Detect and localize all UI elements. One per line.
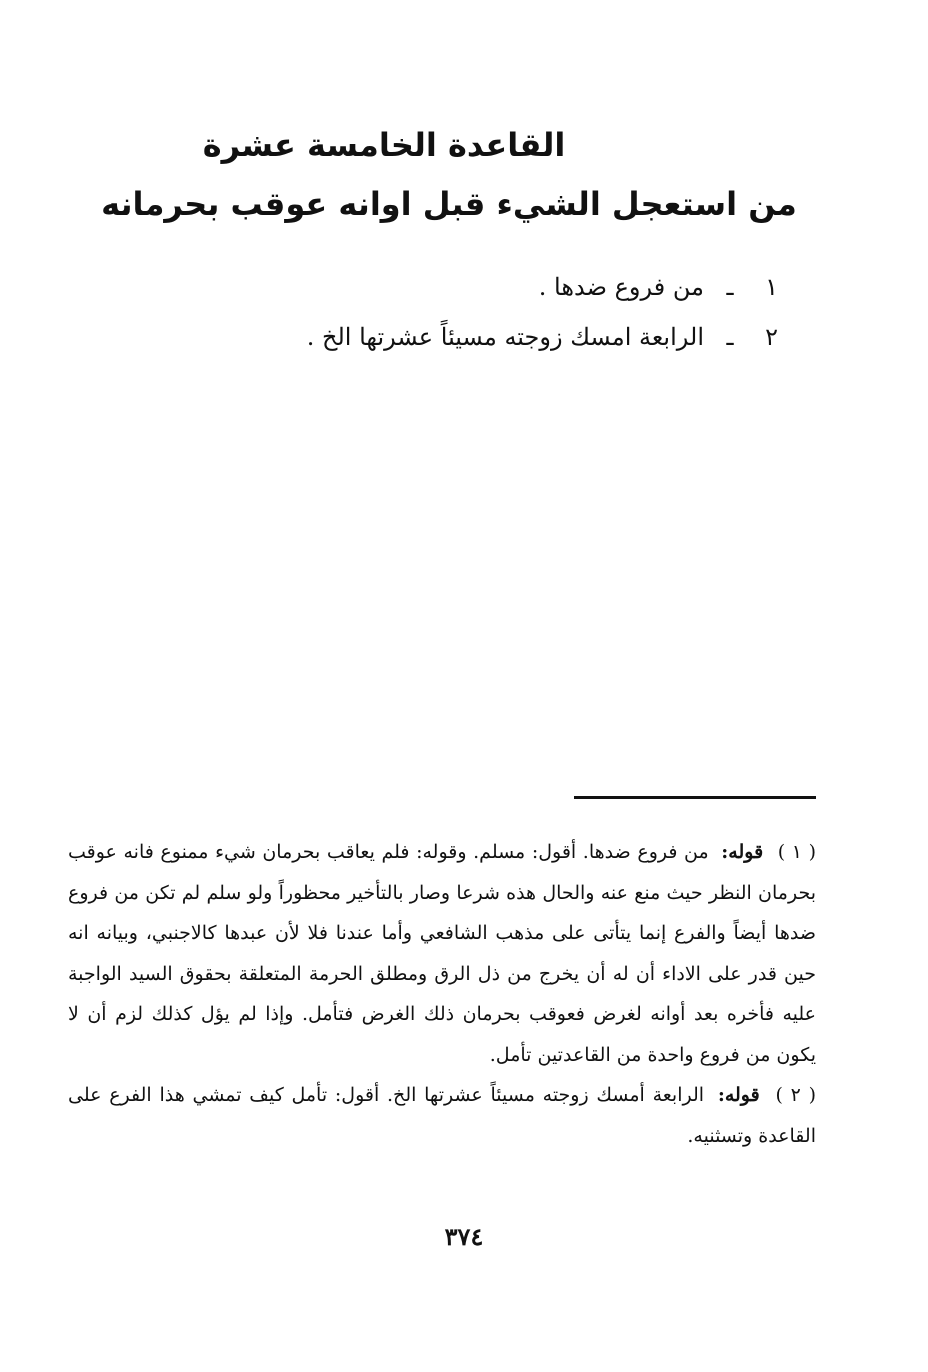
footnotes: [68, 832, 816, 1156]
list-item: [138, 312, 778, 362]
heading: [0, 118, 928, 236]
page-number: ٣٧٤: [444, 1222, 484, 1251]
rule-subtitle: من استعجل الشيء قبل اوانه عوقب بحرمانه: [101, 185, 797, 223]
item-number: ١: [765, 273, 778, 301]
item-text: الرابعة امسك زوجته مسيئاً عشرتها الخ .: [306, 323, 704, 351]
rule-title: القاعدة الخامسة عشرة: [202, 126, 566, 164]
footnote-2: [68, 1075, 816, 1156]
footnote-marker: ( ٢ ): [775, 1084, 817, 1106]
item-dash: ـ: [726, 273, 734, 301]
footnote-text: من فروع ضدها. أقول: مسلم. وقوله: فلم يعاقب بحرمان شيء ممنوع فانه عوقب بحرمان النظر حيث منع عنه والحال هذه شرعا وصار بالتأخير محظوراً ولو سلم لم تكن من فروع ضدها أيضاً والفرع إنما يتأتى على مذهب الشافعي وأما عندنا فلا لأن عبدها كالاجنبي، وبيانه انه حين قدر على الاداء أن له أن يخرج من ذل الرق ومطلق الحرمة المتعلقة بحقوق السيد الواجبة عليه فأخره بعد أوانه لغرض فعوقب بحرمان ذلك الغرض فتأمل. وإذا لم يؤل كذلك لزم أن لا يكون من فروع واحدة من القاعدتين تأمل.: [68, 841, 816, 1066]
footnote-text: الرابعة أمسك زوجته مسيئاً عشرتها الخ. أقول: تأمل كيف تمشي هذا الفرع على القاعدة وتسثنيه.: [68, 1084, 816, 1147]
list-item: [138, 262, 778, 312]
item-dash: ـ: [726, 323, 734, 351]
item-text: من فروع ضدها .: [538, 273, 704, 301]
footnote-lead: قوله:: [721, 841, 764, 863]
footnote-marker: ( ١ ): [777, 841, 817, 863]
rule-branches-list: [138, 262, 778, 362]
footnote-separator: [574, 796, 816, 799]
footnote-1: [68, 832, 816, 1075]
footnote-lead: قوله:: [717, 1084, 760, 1106]
item-number: ٢: [765, 323, 778, 351]
